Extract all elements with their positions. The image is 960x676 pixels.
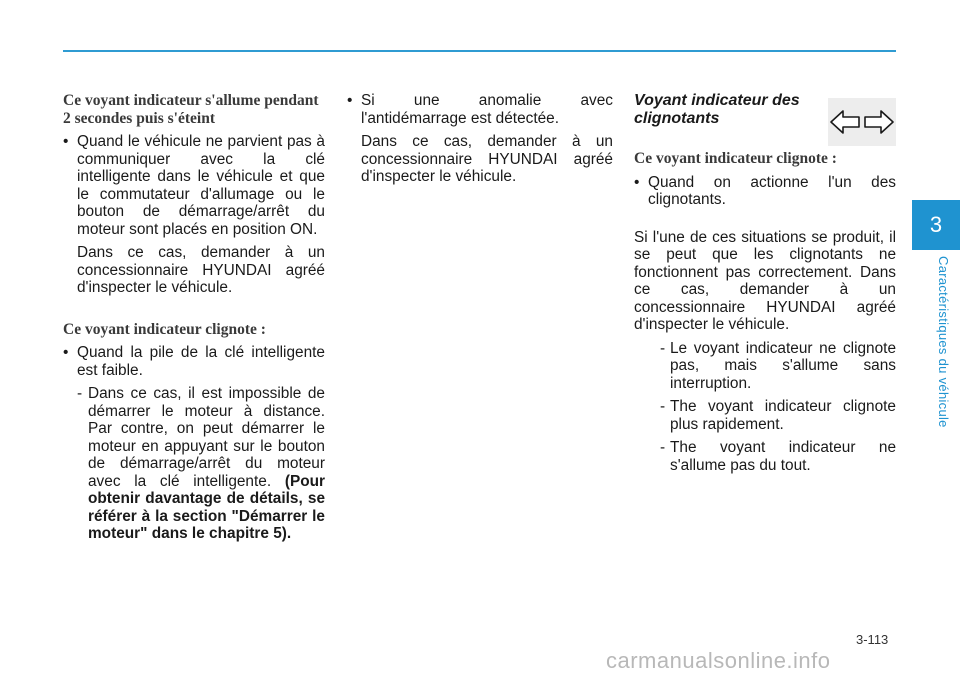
turn-signal-arrows-icon <box>828 98 896 146</box>
heading-clignote: Ce voyant indicateur clignote : <box>63 320 266 338</box>
chapter-number: 3 <box>929 212 943 237</box>
bullet-antidemarrage: • Si une anomalie avec l'antidémarrage est détectée. <box>347 92 613 127</box>
dash-reference-bold: (Pour obtenir davantage de détails, se référer à la section "Démarrer le moteur" dans le chapitre 5). <box>88 472 325 542</box>
dash-demarrage-distance <box>63 385 325 543</box>
dash-demarrage-text: Dans ce cas, il est impossible de démarrer le moteur à distance. Par contre, on peut démarrer le moteur en appuyant sur le bouton de démarrage/arrêt du moteur avec la clé intelligente. <box>88 385 325 490</box>
chapter-tab <box>912 200 960 250</box>
page-number: 3-113 <box>856 632 889 647</box>
top-rule <box>63 50 896 52</box>
bullet-actionne-clignotants: • Quand on actionne l'un des clignotants. <box>634 174 896 209</box>
watermark: carmanualsonline.info <box>606 648 831 673</box>
bullet-pile-faible: • Quand la pile de la clé intelligente est faible. <box>63 344 325 379</box>
bullet-communication: • Quand le véhicule ne parvient pas à communiquer avec la clé intelligente dans le véhicule et que le commutateur d'allumage ou le bouton de démarrage/arrêt du moteur sont placés en position ON. <box>63 133 325 238</box>
dash-plus-rapidement: - The voyant indicateur clignote plus rapidement. <box>646 398 896 433</box>
column-1 <box>63 92 325 549</box>
note-concessionnaire: Dans ce cas, demander à un concessionnaire HYUNDAI agréé d'inspecter le véhicule. <box>77 244 325 296</box>
note-concessionnaire-2: Dans ce cas, demander à un concessionnaire HYUNDAI agréé d'inspecter le véhicule. <box>361 133 613 185</box>
dash-sans-interruption: - Le voyant indicateur ne clignote pas, mais s'allume sans interruption. <box>646 340 896 393</box>
section-title-clignotants: Voyant indicateur des clignotants <box>634 92 800 127</box>
chapter-title: Caractéristiques du véhicule <box>936 256 951 428</box>
column-2 <box>347 92 613 192</box>
para-situations: Si l'une de ces situations se produit, il se peut que les clignotants ne fonctionnent pas correctement. Dans ce cas, demander à un concessionnaire HYUNDAI agréé d'inspecter le véhicule. <box>634 228 896 333</box>
heading-allume: Ce voyant indicateur s'allume pendant 2 secondes puis s'éteint <box>63 92 319 127</box>
heading-clignote-2: Ce voyant indicateur clignote : <box>634 150 837 167</box>
column-3 <box>634 92 896 480</box>
turn-signal-icon-box <box>828 98 896 146</box>
dash-pas-du-tout: - The voyant indicateur ne s'allume pas du tout. <box>646 439 896 474</box>
